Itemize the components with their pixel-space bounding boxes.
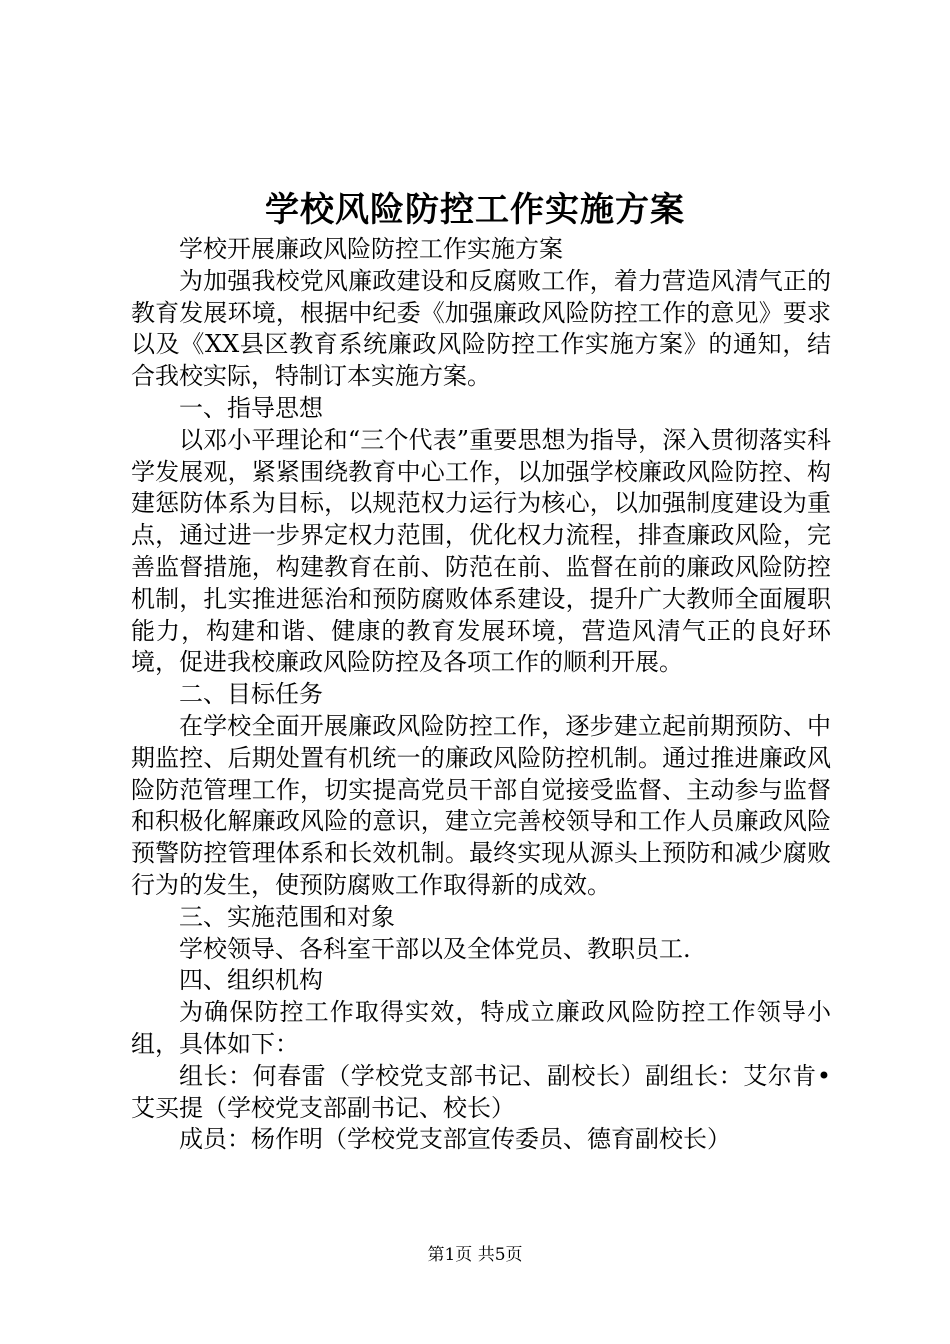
section-heading-scope: 三、实施范围和对象	[179, 902, 395, 931]
paragraph-guiding-ideology: 以邓小平理论和“三个代表”重要思想为指导，深入贯彻落实科学发展观，紧紧围绕教育中心工作，以加强学校廉政风险防控、构建惩防体系为目标，以规范权力运行为核心，以加强制度建设为重点，通过进一步界定权力范围，优化权力流程，排查廉政风险，完善监督措施，构建教育在前、防范在前、监督在前的廉政风险防控机制，扎实推进惩治和预防腐败体系建设，提升广大教师全面履职能力，构建和谐、健康的教育发展环境，营造风清气正的良好环境，促进我校廉政风险防控及各项工作的顺利开展。	[131, 425, 831, 677]
paragraph-members: 成员：杨作明（学校党支部宣传委员、德育副校长）	[179, 1125, 731, 1154]
paragraph-organization: 为确保防控工作取得实效，特成立廉政风险防控工作领导小组，具体如下：	[131, 998, 831, 1058]
document-body	[131, 234, 831, 1156]
section-heading-goals: 二、目标任务	[179, 680, 323, 709]
section-heading-guiding-ideology: 一、指导思想	[179, 393, 323, 422]
paragraph-leaders: 组长：何春雷（学校党支部书记、副校长）副组长：艾尔肯•艾买提（学校党支部副书记、校长）	[131, 1061, 831, 1122]
paragraph-intro: 为加强我校党风廉政建设和反腐败工作，着力营造风清气正的教育发展环境，根据中纪委《加强廉政风险防控工作的意见》要求以及《XX县区教育系统廉政风险防控工作实施方案》的通知，结合我校实际，特制订本实施方案。	[131, 266, 831, 391]
page-footer: 第1页 共5页	[427, 1245, 523, 1265]
document-title: 学校风险防控工作实施方案	[265, 190, 685, 230]
paragraph-subtitle: 学校开展廉政风险防控工作实施方案	[179, 235, 563, 263]
section-heading-organization: 四、组织机构	[179, 966, 323, 995]
paragraph-scope: 学校领导、各科室干部以及全体党员、教职员工.	[179, 934, 691, 963]
paragraph-goals: 在学校全面开展廉政风险防控工作，逐步建立起前期预防、中期监控、后期处置有机统一的廉政风险防控机制。通过推进廉政风险防范管理工作，切实提高党员干部自觉接受监督、主动参与监督和积极化解廉政风险的意识，建立完善校领导和工作人员廉政风险预警防控管理体系和长效机制。最终实现从源头上预防和减少腐败行为的发生，使预防腐败工作取得新的成效。	[131, 711, 831, 899]
